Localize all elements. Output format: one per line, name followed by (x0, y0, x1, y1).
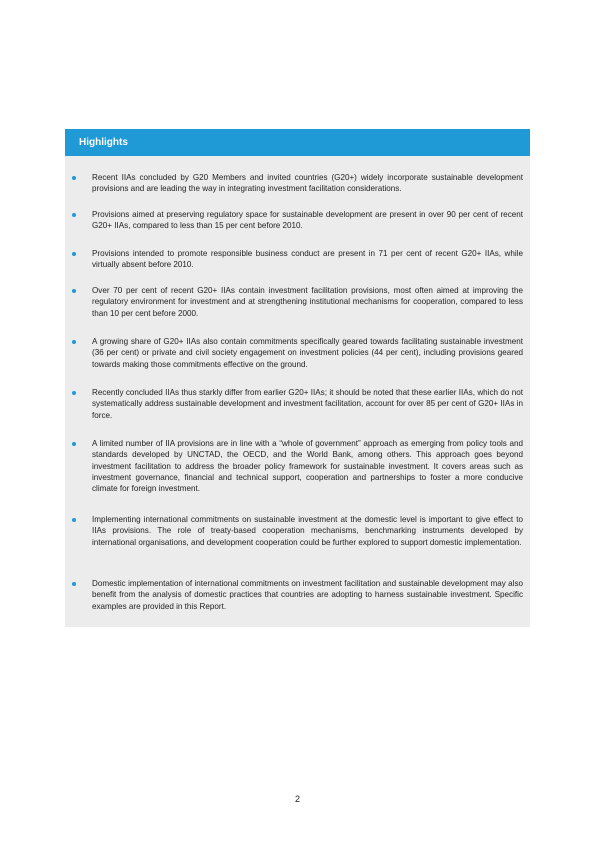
list-item (92, 387, 523, 421)
list-item-text: Implementing international commitments on sustainable investment at the domestic level is important to give effect to IIAs provisions. The role of treaty-based cooperation mechanisms, benchmarking instruments developed by international organisations, and development cooperation could be further explored to support domestic implementation. (92, 515, 523, 547)
list-item (92, 514, 523, 548)
bullet-icon (72, 391, 76, 395)
list-item (92, 248, 523, 271)
list-item-text: Recently concluded IIAs thus starkly differ from earlier G20+ IIAs; it should be noted that these earlier IIAs, which do not systematically address sustainable development and investment facilitation, account for over 85 per cent of G20+ IIAs in force. (92, 388, 523, 420)
highlights-title: Highlights (65, 129, 530, 156)
list-item (92, 209, 523, 232)
bullet-icon (72, 582, 76, 586)
list-item-text: Domestic implementation of international commitments on investment facilitation and sustainable development may also benefit from the analysis of domestic practices that countries are adopting to harness sustainable investment. Specific examples are provided in this Report. (92, 579, 523, 611)
bullet-icon (72, 289, 76, 293)
highlights-box (65, 129, 530, 627)
list-item (92, 336, 523, 370)
bullet-icon (72, 176, 76, 180)
list-item (92, 285, 523, 319)
bullet-icon (72, 518, 76, 522)
list-item-text: A growing share of G20+ IIAs also contain commitments specifically geared towards facilitating sustainable investment (36 per cent) or private and civil society engagement on investment policies (44 per cent), including provisions geared towards making those commitments effective on the ground. (92, 337, 523, 369)
list-item (92, 578, 523, 612)
list-item-text: A limited number of IIA provisions are in line with a “whole of government” approach as emerging from policy tools and standards developed by UNCTAD, the OECD, and the World Bank, among others. This approach goes beyond investment facilitation to address the broader policy framework for sustainable investment. It covers areas such as investment governance, financial and technical support, cooperation and partnerships to foster a more conducive climate for foreign investment. (92, 439, 523, 494)
list-item (92, 438, 523, 494)
bullet-icon (72, 213, 76, 217)
list-item (92, 172, 523, 195)
list-item-text: Provisions aimed at preserving regulatory space for sustainable development are present in over 90 per cent of recent G20+ IIAs, compared to less than 15 per cent before 2010. (92, 210, 523, 231)
list-item-text: Recent IIAs concluded by G20 Members and invited countries (G20+) widely incorporate sustainable development provisions and are leading the way in integrating investment facilitation considerations. (92, 173, 523, 194)
bullet-icon (72, 340, 76, 344)
bullet-icon (72, 442, 76, 446)
list-item-text: Provisions intended to promote responsible business conduct are present in 71 per cent of recent G20+ IIAs, while virtually absent before 2010. (92, 249, 523, 270)
bullet-icon (72, 252, 76, 256)
list-item-text: Over 70 per cent of recent G20+ IIAs contain investment facilitation provisions, most often aimed at improving the regulatory environment for investment and at strengthening institutional mechanisms for cooperation, compared to less than 10 per cent before 2000. (92, 286, 523, 318)
page-number: 2 (294, 794, 300, 804)
